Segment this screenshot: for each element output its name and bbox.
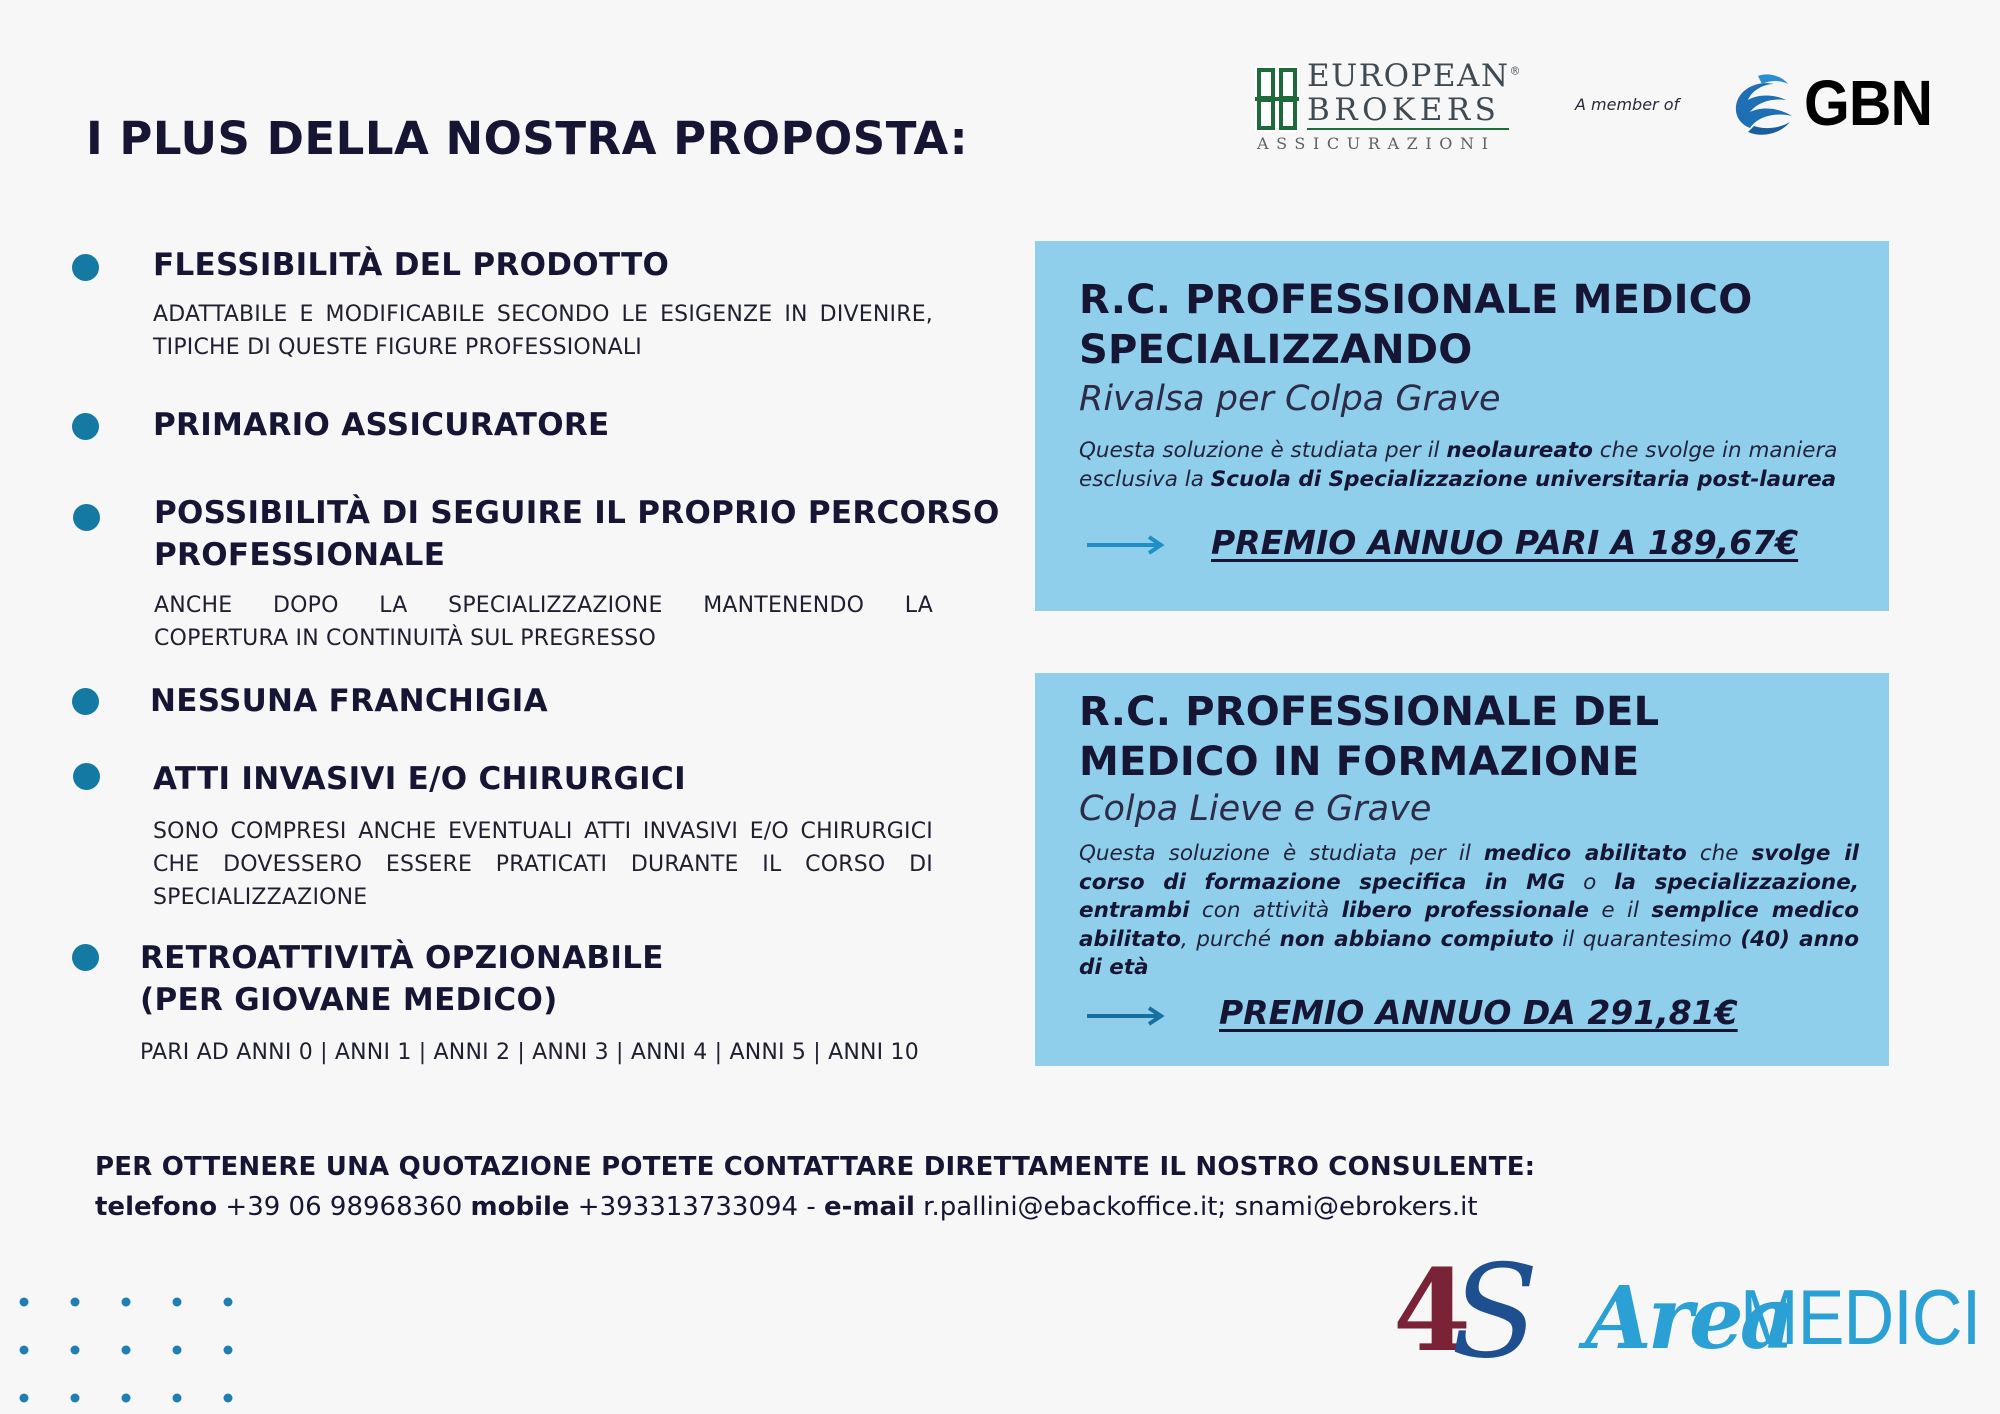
plus-item-title: NESSUNA FRANCHIGIA (150, 683, 548, 719)
offer-description-text: il quarantesimo (1553, 926, 1741, 952)
offer-description-text: Questa soluzione è studiata per il (1079, 841, 1484, 866)
4s-logo-s: S (1451, 1250, 1535, 1380)
gbn-logo (1728, 66, 1940, 144)
gbn-logo-text: GBN (1804, 67, 1933, 139)
plus-item-title-line: (PER GIOVANE MEDICO) (140, 982, 558, 1018)
offer-description-text: che (1686, 841, 1752, 866)
page-title: I PLUS DELLA NOSTRA PROPOSTA: (86, 112, 969, 165)
eb-logo-word-european: EUROPEAN® (1307, 58, 1523, 94)
eb-logo-word-brokers: BROKERS (1307, 92, 1501, 128)
plus-item-title-line: RETROATTIVITÀ OPZIONABILE (140, 940, 664, 976)
area-medici-logo-medici: MEDICI (1740, 1273, 1981, 1361)
offer-description-bold: Scuola di Specializzazione universitaria post-laurea (1210, 466, 1837, 492)
offer-description-text: con attività (1189, 898, 1342, 923)
european-brokers-logo (1255, 58, 1523, 154)
decorative-dot (122, 1394, 131, 1403)
plus-item-desc-line: COPERTURA IN CONTINUITÀ SUL PREGRESSO (154, 626, 656, 651)
offer-description-text: o (1565, 869, 1615, 895)
decorative-dot (173, 1298, 182, 1307)
plus-item-desc (153, 298, 933, 364)
plus-item-title: ATTI INVASIVI E/O CHIRURGICI (153, 761, 686, 797)
offer-description-bold: semplice medico abilitato (1079, 898, 1859, 952)
decorative-dot (224, 1298, 233, 1307)
offer-title-line: MEDICO IN FORMAZIONE (1079, 739, 1640, 785)
arrow-right-icon (1085, 534, 1165, 556)
decorative-dot (71, 1346, 80, 1355)
offer-title (1079, 687, 1659, 787)
eb-logo-rule (1307, 128, 1509, 130)
4s-logo-four: 4 (1395, 1250, 1471, 1377)
offer-description-bold: libero professionale (1341, 898, 1589, 923)
decorative-dot (20, 1298, 29, 1307)
mobile-label: mobile (470, 1192, 570, 1222)
offer-subtitle: Colpa Lieve e Grave (1079, 789, 1432, 829)
logo-4s (1395, 1250, 1535, 1380)
offer-description-bold: svolge il corso di formazione specifica in MG (1079, 841, 1859, 895)
bullet-dot (73, 504, 100, 531)
plus-item-desc-line: SPECIALIZZAZIONE (153, 885, 368, 910)
eb-logo-word-assicurazioni: ASSICURAZIONI (1257, 134, 1496, 153)
decorative-dot (122, 1298, 131, 1307)
offer-card-specializzando (1035, 241, 1889, 611)
offer-description-bold: neolaureato (1446, 438, 1593, 463)
plus-item-title (154, 492, 1000, 576)
offer-title (1079, 275, 1752, 375)
gbn-globe-icon (1728, 72, 1798, 138)
plus-item-title-line: POSSIBILITÀ DI SEGUIRE IL PROPRIO PERCORSO (154, 495, 1000, 531)
email-addresses[interactable]: r.pallini@ebackoffice.it; snami@ebrokers.it (914, 1192, 1478, 1222)
plus-item-desc-line: CHE DOVESSERO ESSERE PRATICATI DURANTE IL CORSO DI (153, 852, 933, 877)
offer-description-text: che svolge in maniera esclusiva la (1079, 438, 1838, 492)
offer-description-bold: medico abilitato (1483, 841, 1687, 866)
eb-monogram-icon (1255, 66, 1299, 132)
offer-description (1079, 840, 1859, 983)
phone-number[interactable]: +39 06 98968360 (217, 1192, 471, 1222)
member-of-label: A member of (1575, 95, 1680, 114)
decorative-dot (173, 1346, 182, 1355)
bullet-dot (72, 688, 99, 715)
offer-description-text: Questa soluzione è studiata per il (1079, 438, 1447, 463)
plus-item-title: FLESSIBILITÀ DEL PRODOTTO (153, 247, 670, 283)
bullet-dot (72, 944, 99, 971)
offer-title-line: R.C. PROFESSIONALE DEL (1079, 689, 1660, 735)
offer-description-bold: (40) anno di età (1079, 926, 1859, 980)
offer-subtitle: Rivalsa per Colpa Grave (1079, 379, 1501, 419)
plus-item-desc-line: ANCHE DOPO LA SPECIALIZZAZIONE MANTENENDO LA (154, 593, 933, 618)
plus-item-desc-line: TIPICHE DI QUESTE FIGURE PROFESSIONALI (153, 335, 643, 360)
decorative-dot (224, 1394, 233, 1403)
decorative-dot (71, 1298, 80, 1307)
plus-item-title: PRIMARIO ASSICURATORE (153, 407, 610, 443)
offer-description (1079, 437, 1859, 494)
plus-item-title-line: PROFESSIONALE (154, 537, 446, 573)
plus-item-desc-line: SONO COMPRESI ANCHE EVENTUALI ATTI INVASIVI E/O CHIRURGICI (153, 819, 933, 844)
arrow-right-icon (1085, 1005, 1165, 1027)
decorative-dot (122, 1346, 131, 1355)
contact-heading: PER OTTENERE UNA QUOTAZIONE POTETE CONTATTARE DIRETTAMENTE IL NOSTRO CONSULENTE: (95, 1152, 1536, 1182)
offer-description-bold: la specializzazione, entrambi (1079, 869, 1859, 923)
offer-premium: PREMIO ANNUO PARI A 189,67€ (1211, 523, 1799, 562)
4s-logo-mark (1395, 1250, 1535, 1380)
plus-item-desc (154, 589, 933, 655)
plus-item-desc-line: ADATTABILE E MODIFICABILE SECONDO LE ESIGENZE IN DIVENIRE, (153, 302, 933, 327)
bullet-dot (73, 763, 100, 790)
decorative-dot (71, 1394, 80, 1403)
decorative-dot-grid (12, 1290, 242, 1410)
offer-card-medico-in-formazione (1035, 673, 1889, 1066)
offer-title-line: R.C. PROFESSIONALE MEDICO (1079, 277, 1753, 323)
decorative-dot (173, 1394, 182, 1403)
plus-item-desc: PARI AD ANNI 0 | ANNI 1 | ANNI 2 | ANNI 3 | ANNI 4 | ANNI 5 | ANNI 10 (140, 1040, 919, 1065)
plus-item-desc (153, 815, 933, 914)
offer-premium: PREMIO ANNUO DA 291,81€ (1219, 993, 1738, 1032)
offer-description-bold: non abbiano compiuto (1279, 926, 1554, 952)
bullet-dot (72, 254, 99, 281)
offer-description-text: , purché (1180, 926, 1280, 952)
bullet-dot (72, 413, 99, 440)
email-label: e-mail (824, 1192, 915, 1222)
offer-title-line: SPECIALIZZANDO (1079, 327, 1473, 373)
area-medici-logo (1585, 1268, 1981, 1369)
offer-description-text: e il (1588, 898, 1652, 923)
area-medici-logo-area: Area (1585, 1268, 1792, 1369)
mobile-number[interactable]: +393313733094 - (569, 1192, 825, 1222)
decorative-dot (224, 1346, 233, 1355)
phone-label: telefono (95, 1192, 218, 1222)
decorative-dot (20, 1346, 29, 1355)
plus-item-title (140, 937, 664, 1021)
decorative-dot (20, 1394, 29, 1403)
contact-details (95, 1192, 1478, 1222)
